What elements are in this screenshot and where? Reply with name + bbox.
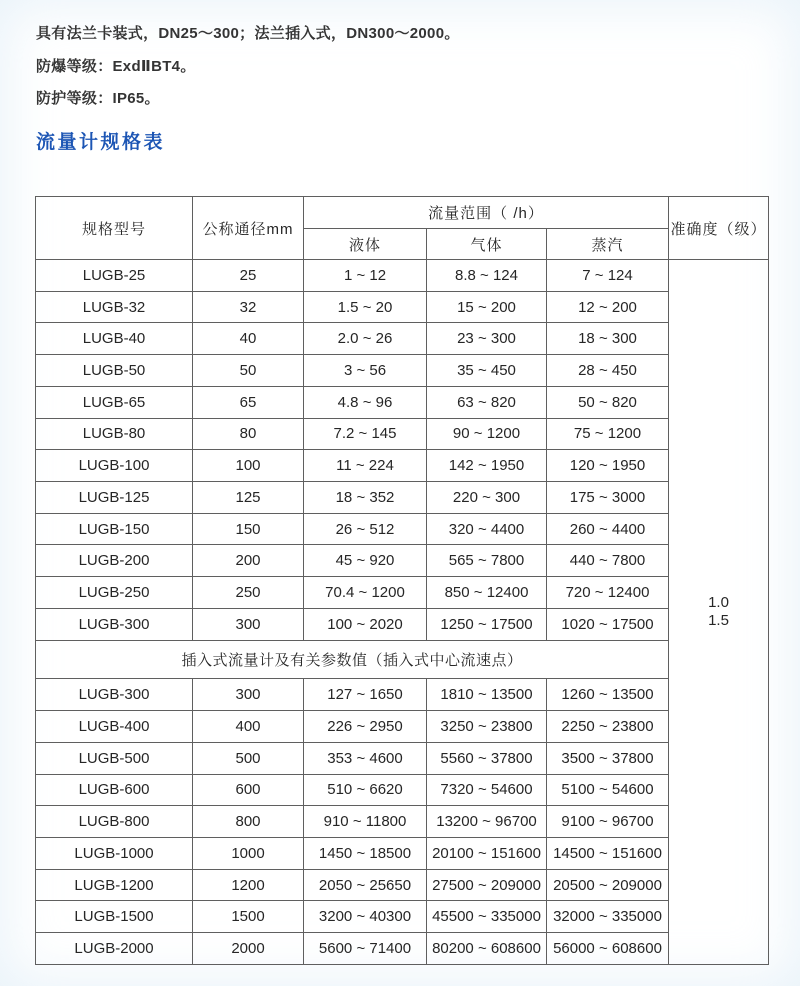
gas-cell: 142 ~ 1950 (427, 450, 547, 482)
model-cell: LUGB-100 (36, 450, 193, 482)
header-row-1 (36, 197, 769, 229)
diameter-cell: 80 (193, 418, 304, 450)
gas-cell: 45500 ~ 335000 (427, 901, 547, 933)
intro-text (36, 18, 460, 116)
diameter-cell: 500 (193, 742, 304, 774)
liquid-cell: 1 ~ 12 (304, 260, 427, 292)
table-row (36, 545, 769, 577)
table-row (36, 577, 769, 609)
diameter-cell: 200 (193, 545, 304, 577)
table-row (36, 386, 769, 418)
table-row (36, 608, 769, 640)
gas-cell: 20100 ~ 151600 (427, 837, 547, 869)
liquid-cell: 5600 ~ 71400 (304, 933, 427, 965)
gas-cell: 1810 ~ 13500 (427, 679, 547, 711)
accuracy-value: 1.0 (708, 594, 729, 611)
spec-table (35, 196, 769, 965)
intro-line-protection: 防护等级：IP65。 (36, 90, 160, 107)
table-row (36, 742, 769, 774)
steam-cell: 20500 ~ 209000 (547, 869, 669, 901)
model-cell: LUGB-1200 (36, 869, 193, 901)
steam-cell: 32000 ~ 335000 (547, 901, 669, 933)
table-row (36, 774, 769, 806)
model-cell: LUGB-65 (36, 386, 193, 418)
gas-cell: 63 ~ 820 (427, 386, 547, 418)
gas-cell: 13200 ~ 96700 (427, 806, 547, 838)
table-row (36, 291, 769, 323)
header-diameter: 公称通径mm (193, 197, 304, 260)
liquid-cell: 1450 ~ 18500 (304, 837, 427, 869)
gas-cell: 220 ~ 300 (427, 482, 547, 514)
table-row (36, 806, 769, 838)
liquid-cell: 70.4 ~ 1200 (304, 577, 427, 609)
model-cell: LUGB-400 (36, 711, 193, 743)
liquid-cell: 127 ~ 1650 (304, 679, 427, 711)
gas-cell: 27500 ~ 209000 (427, 869, 547, 901)
steam-cell: 260 ~ 4400 (547, 513, 669, 545)
steam-cell: 12 ~ 200 (547, 291, 669, 323)
diameter-cell: 1200 (193, 869, 304, 901)
liquid-cell: 26 ~ 512 (304, 513, 427, 545)
model-cell: LUGB-300 (36, 608, 193, 640)
table-row (36, 418, 769, 450)
diameter-cell: 250 (193, 577, 304, 609)
model-cell: LUGB-25 (36, 260, 193, 292)
liquid-cell: 4.8 ~ 96 (304, 386, 427, 418)
steam-cell: 14500 ~ 151600 (547, 837, 669, 869)
steam-cell: 5100 ~ 54600 (547, 774, 669, 806)
steam-cell: 720 ~ 12400 (547, 577, 669, 609)
gas-cell: 8.8 ~ 124 (427, 260, 547, 292)
steam-cell: 175 ~ 3000 (547, 482, 669, 514)
steam-cell: 28 ~ 450 (547, 355, 669, 387)
gas-cell: 565 ~ 7800 (427, 545, 547, 577)
model-cell: LUGB-600 (36, 774, 193, 806)
liquid-cell: 353 ~ 4600 (304, 742, 427, 774)
table-row (36, 513, 769, 545)
diameter-cell: 125 (193, 482, 304, 514)
diameter-cell: 25 (193, 260, 304, 292)
header-liquid: 液体 (304, 229, 427, 260)
steam-cell: 1020 ~ 17500 (547, 608, 669, 640)
header-model: 规格型号 (36, 197, 193, 260)
gas-cell: 1250 ~ 17500 (427, 608, 547, 640)
spec-table-body (36, 260, 769, 965)
liquid-cell: 1.5 ~ 20 (304, 291, 427, 323)
liquid-cell: 3 ~ 56 (304, 355, 427, 387)
gas-cell: 5560 ~ 37800 (427, 742, 547, 774)
liquid-cell: 910 ~ 11800 (304, 806, 427, 838)
liquid-cell: 7.2 ~ 145 (304, 418, 427, 450)
intro-line-mounting: 具有法兰卡装式，DN25～300；法兰插入式，DN300～2000。 (36, 25, 460, 42)
steam-cell: 440 ~ 7800 (547, 545, 669, 577)
diameter-cell: 400 (193, 711, 304, 743)
section-separator-row (36, 640, 769, 679)
gas-cell: 15 ~ 200 (427, 291, 547, 323)
diameter-cell: 300 (193, 679, 304, 711)
model-cell: LUGB-125 (36, 482, 193, 514)
model-cell: LUGB-250 (36, 577, 193, 609)
section-title: 流量计规格表 (36, 132, 166, 153)
gas-cell: 7320 ~ 54600 (427, 774, 547, 806)
diameter-cell: 150 (193, 513, 304, 545)
steam-cell: 18 ~ 300 (547, 323, 669, 355)
section-separator-label: 插入式流量计及有关参数值（插入式中心流速点） (36, 640, 669, 679)
steam-cell: 9100 ~ 96700 (547, 806, 669, 838)
gas-cell: 35 ~ 450 (427, 355, 547, 387)
model-cell: LUGB-200 (36, 545, 193, 577)
accuracy-value: 1.5 (708, 612, 729, 629)
accuracy-cell (669, 260, 769, 965)
table-row (36, 482, 769, 514)
diameter-cell: 50 (193, 355, 304, 387)
table-row (36, 933, 769, 965)
liquid-cell: 45 ~ 920 (304, 545, 427, 577)
gas-cell: 850 ~ 12400 (427, 577, 547, 609)
model-cell: LUGB-500 (36, 742, 193, 774)
steam-cell: 1260 ~ 13500 (547, 679, 669, 711)
table-row (36, 901, 769, 933)
header-accuracy: 准确度（级） (669, 197, 769, 260)
steam-cell: 56000 ~ 608600 (547, 933, 669, 965)
gas-cell: 23 ~ 300 (427, 323, 547, 355)
liquid-cell: 2.0 ~ 26 (304, 323, 427, 355)
table-row (36, 260, 769, 292)
table-row (36, 711, 769, 743)
steam-cell: 120 ~ 1950 (547, 450, 669, 482)
liquid-cell: 3200 ~ 40300 (304, 901, 427, 933)
model-cell: LUGB-2000 (36, 933, 193, 965)
diameter-cell: 40 (193, 323, 304, 355)
liquid-cell: 100 ~ 2020 (304, 608, 427, 640)
model-cell: LUGB-300 (36, 679, 193, 711)
gas-cell: 320 ~ 4400 (427, 513, 547, 545)
diameter-cell: 300 (193, 608, 304, 640)
diameter-cell: 1500 (193, 901, 304, 933)
table-row (36, 679, 769, 711)
diameter-cell: 2000 (193, 933, 304, 965)
liquid-cell: 18 ~ 352 (304, 482, 427, 514)
diameter-cell: 65 (193, 386, 304, 418)
gas-cell: 90 ~ 1200 (427, 418, 547, 450)
steam-cell: 3500 ~ 37800 (547, 742, 669, 774)
gas-cell: 80200 ~ 608600 (427, 933, 547, 965)
table-row (36, 450, 769, 482)
liquid-cell: 510 ~ 6620 (304, 774, 427, 806)
table-row (36, 355, 769, 387)
diameter-cell: 800 (193, 806, 304, 838)
model-cell: LUGB-32 (36, 291, 193, 323)
steam-cell: 7 ~ 124 (547, 260, 669, 292)
liquid-cell: 226 ~ 2950 (304, 711, 427, 743)
model-cell: LUGB-1000 (36, 837, 193, 869)
header-flow-range: 流量范围（ /h） (304, 197, 669, 229)
table-row (36, 837, 769, 869)
model-cell: LUGB-80 (36, 418, 193, 450)
model-cell: LUGB-800 (36, 806, 193, 838)
steam-cell: 2250 ~ 23800 (547, 711, 669, 743)
model-cell: LUGB-1500 (36, 901, 193, 933)
steam-cell: 50 ~ 820 (547, 386, 669, 418)
spec-table-head (36, 197, 769, 260)
diameter-cell: 600 (193, 774, 304, 806)
diameter-cell: 1000 (193, 837, 304, 869)
table-row (36, 869, 769, 901)
header-steam: 蒸汽 (547, 229, 669, 260)
model-cell: LUGB-50 (36, 355, 193, 387)
steam-cell: 75 ~ 1200 (547, 418, 669, 450)
diameter-cell: 100 (193, 450, 304, 482)
intro-line-explosion-proof: 防爆等级：ExdⅡBT4。 (36, 57, 196, 75)
model-cell: LUGB-150 (36, 513, 193, 545)
liquid-cell: 2050 ~ 25650 (304, 869, 427, 901)
gas-cell: 3250 ~ 23800 (427, 711, 547, 743)
diameter-cell: 32 (193, 291, 304, 323)
model-cell: LUGB-40 (36, 323, 193, 355)
liquid-cell: 11 ~ 224 (304, 450, 427, 482)
header-gas: 气体 (427, 229, 547, 260)
table-row (36, 323, 769, 355)
